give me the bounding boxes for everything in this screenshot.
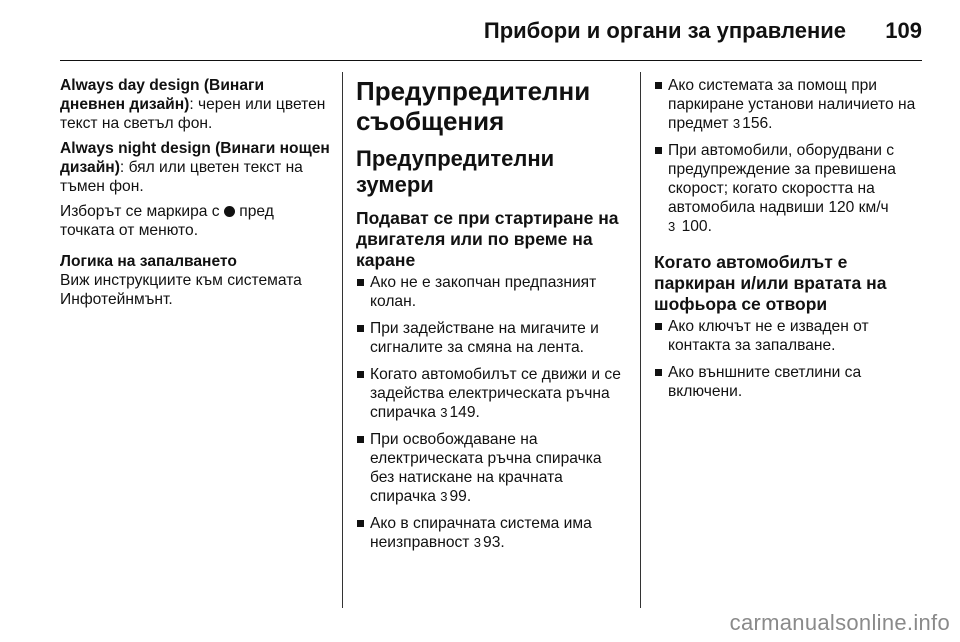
page-reference[interactable]: 149. [449,404,480,421]
square-bullet-icon [357,520,364,527]
paragraph-night-design [60,139,330,196]
paragraph-ignition: Виж инструкциите към системата Инфотейнмънт. [60,272,302,308]
square-bullet-icon [655,369,662,376]
square-bullet-icon [655,147,662,154]
list-item: При задействане на мигачите и сигналите за смяна на лента. [356,319,626,357]
column-right [654,76,922,409]
day-design-desc: : черен или цветен текст на светъл фон. [60,96,326,132]
page-reference-icon: 3 [473,535,482,550]
column-left [60,76,330,315]
page-reference-icon: 3 [668,219,676,234]
watermark: carmanualsonline.info [729,610,950,635]
list-item: Ако в спирачната система има неизправност 3 93. [356,514,626,552]
square-bullet-icon [357,325,364,332]
square-bullet-icon [655,323,662,330]
page-title: Прибори и органи за управление [483,18,846,43]
list-item: При автомобили, оборудвани с предупреждение за превишена скорост; когато скоростта на автомобила надвиши 120 км/ч 3 100. [654,141,922,236]
heading-warning-chimes: Предупредителни зумери [356,146,555,197]
heading-warning-messages: Предупредителни съобщения [356,76,591,136]
night-design-term: Always night design (Винаги нощен дизайн) [60,140,330,176]
night-design-desc: : бял или цветен текст на тъмен фон. [60,159,303,195]
header-divider [60,60,922,61]
square-bullet-icon [357,436,364,443]
list-item: Ако системата за помощ при паркиране установи наличието на предмет 3 156. [654,76,922,133]
page-header [60,14,922,54]
page-reference-icon: 3 [732,116,741,131]
selection-text-before: Изборът се маркира с [60,203,220,220]
page-reference[interactable]: 100. [681,218,712,235]
square-bullet-icon [655,82,662,89]
selection-text-after: пред точката от менюто. [60,203,274,239]
heading-engine-start: Подават се при стартиране на двигателя или по време на каране [356,208,619,270]
column-middle [356,76,626,560]
list-item: Ако външните светлини са включени. [654,363,922,401]
bullet-list-parked [654,317,922,401]
paragraph-selection [60,202,330,240]
list-item: Ако ключът не е изваден от контакта за запалване. [654,317,922,355]
bullet-list-parking [654,76,922,236]
day-design-term: Always day design (Винаги дневнен дизайн) [60,77,265,113]
list-item: При освобождаване на електрическата ръчна спирачка без натискане на крачната спирачка 3 99. [356,430,626,506]
square-bullet-icon [357,371,364,378]
list-item: Ако не е закопчан предпазният колан. [356,273,626,311]
page-number: 109 [885,18,922,43]
page-reference-icon: 3 [440,405,448,420]
square-bullet-icon [357,279,364,286]
page-reference[interactable]: 99. [449,488,472,505]
bullet-list-engine-start [356,273,626,552]
page-reference[interactable]: 156. [742,115,773,132]
list-item: Когато автомобилът се движи и се задейства електрическата ръчна спирачка 3 149. [356,365,626,422]
page-reference[interactable]: 93. [483,534,505,551]
heading-parked-door-open: Когато автомобилът е паркиран и/или вратата на шофьора се отвори [654,252,887,314]
column-divider-right [640,72,641,608]
page-reference-icon: 3 [440,489,448,504]
paragraph-day-design [60,76,330,133]
filled-circle-icon [224,206,235,217]
column-divider-left [342,72,343,608]
section-title-ignition: Логика на запалването [60,253,237,270]
